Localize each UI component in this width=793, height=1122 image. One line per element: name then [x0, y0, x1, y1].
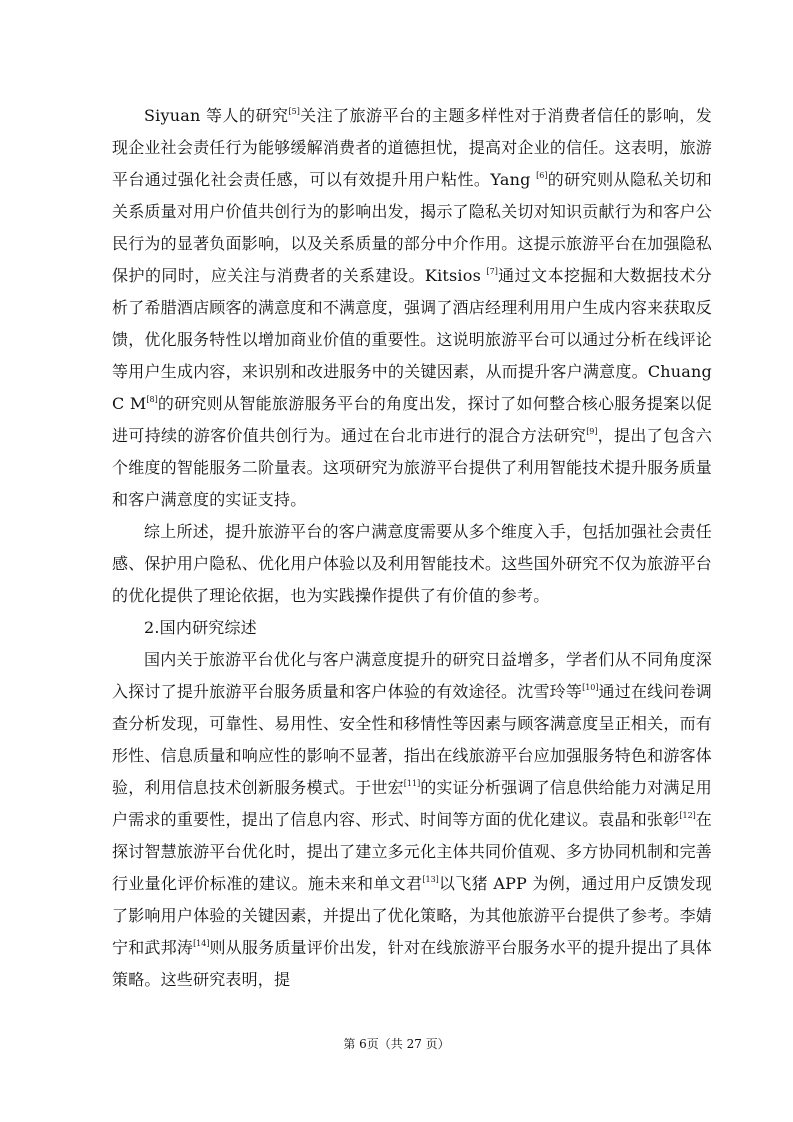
citation-5: [5] — [288, 107, 300, 116]
body-text — [112, 100, 712, 996]
citation-7: [7] — [486, 267, 498, 276]
citation-9: [9] — [586, 427, 598, 436]
paragraph-domestic-review — [112, 644, 712, 996]
citation-14: [14] — [193, 939, 210, 948]
page-number: 第 6页（共 27 页） — [343, 1037, 450, 1051]
paragraph-foreign-review — [112, 100, 712, 516]
text-run: Siyuan 等人的研究 — [144, 106, 289, 125]
page-footer — [0, 1036, 793, 1052]
text-run: 则从服务质量评价出发，针对在线旅游平台服务水平的提升提出了具体策略。这些研究表明，提 — [112, 938, 712, 989]
citation-10: [10] — [582, 683, 599, 692]
text-run: 通过文本挖掘和大数据技术分析了希腊酒店顾客的满意度和不满意度，强调了酒店经理利用用户生成内容来获取反馈，优化服务特性以增加商业价值的重要性。这说明旅游平台可以通过分析在线评论等用户生成内容，来识别和改进服务中的关键因素，从而提升客户满意度。Chuang C M — [112, 266, 712, 413]
citation-13: [13] — [422, 875, 439, 884]
text-run: 以飞猪 APP 为例，通过用户反馈发现了影响用户体验的关键因素，并提出了优化策略，为其他旅游平台提供了参考。李婧宁和武邦涛 — [112, 874, 712, 957]
text-run: 国内关于旅游平台优化与客户满意度提升的研究日益增多，学者们从不同角度深入探讨了提升旅游平台服务质量和客户体验的有效途径。沈雪玲等 — [112, 650, 712, 701]
section-heading-domestic-review: 2.国内研究综述 — [144, 618, 257, 637]
paragraph-summary: 综上所述，提升旅游平台的客户满意度需要从多个维度入手，包括加强社会责任感、保护用户隐私、优化用户体验以及利用智能技术。这些国外研究不仅为旅游平台的优化提供了理论依据，也为实践操作提供了有价值的参考。 — [112, 522, 712, 605]
text-run: 的研究则从智能旅游服务平台的角度出发，探讨了如何整合核心服务提案以促进可持续的游客价值共创行为。通过在台北市进行的混合方法研究 — [112, 394, 712, 445]
text-run: 在探讨智慧旅游平台优化时，提出了建立多元化主体共同价值观、多方协同机制和完善行业量化评价标准的建议。施未来和单文君 — [112, 810, 712, 893]
citation-8: [8] — [146, 395, 158, 404]
text-run: 的研究则从隐私关切和关系质量对用户价值共创行为的影响出发，揭示了隐私关切对知识贡献行为和客户公民行为的显著负面影响，以及关系质量的部分中介作用。这提示旅游平台在加强隐私保护的同时，应关注与消费者的关系建设。Kitsios — [112, 170, 712, 285]
citation-6: [6] — [536, 171, 548, 180]
citation-11: [11] — [403, 779, 421, 788]
text-run: ，提出了包含六个维度的智能服务二阶量表。这项研究为旅游平台提供了利用智能技术提升服务质量和客户满意度的实证支持。 — [112, 426, 712, 509]
text-run: 关注了旅游平台的主题多样性对于消费者信任的影响，发现企业社会责任行为能够缓解消费者的道德担忧，提高对企业的信任。这表明，旅游平台通过强化社会责任感，可以有效提升用户粘性。Yang — [112, 106, 712, 189]
citation-12: [12] — [679, 811, 696, 820]
text-run: 通过在线问卷调查分析发现，可靠性、易用性、安全性和移情性等因素与顾客满意度呈正相关，而有形性、信息质量和响应性的影响不显著，指出在线旅游平台应加强服务特色和游客体验，利用信息技术创新服务模式。于世宏 — [112, 682, 712, 797]
text-run: 的实证分析强调了信息供给能力对满足用户需求的重要性，提出了信息内容、形式、时间等方面的优化建议。袁晶和张彰 — [112, 778, 712, 829]
